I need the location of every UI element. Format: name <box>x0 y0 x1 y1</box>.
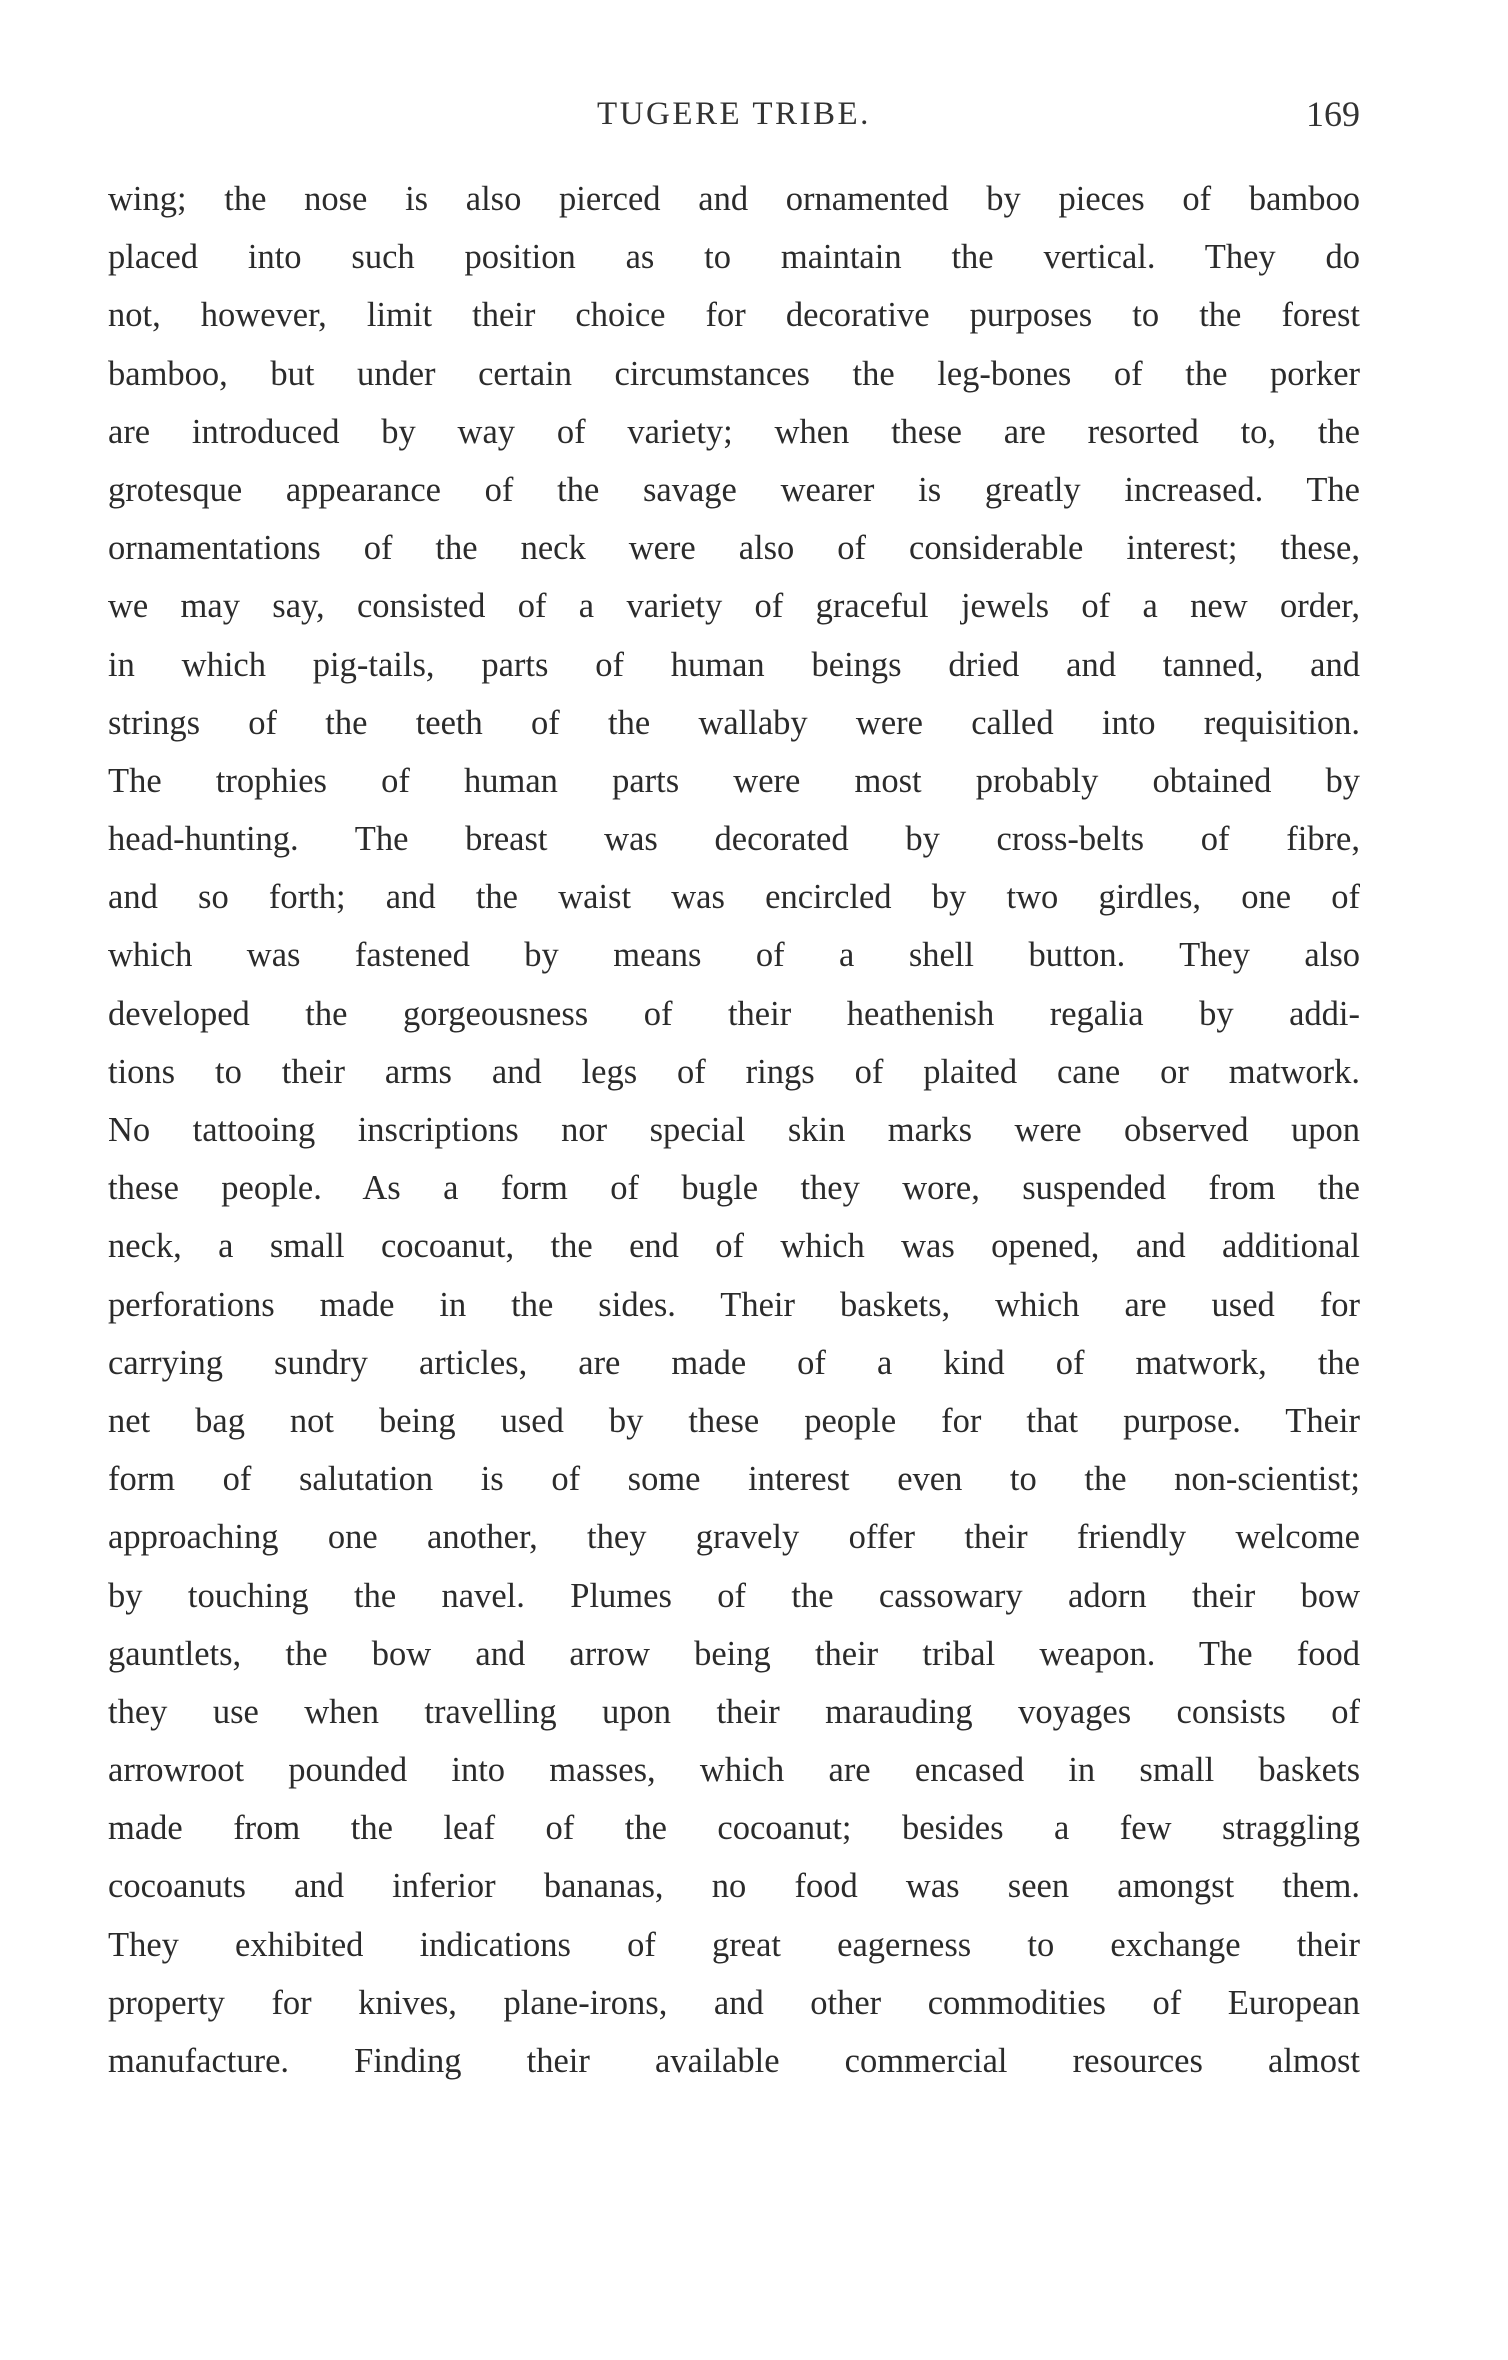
text-line: in which pig-tails, parts of human beings dried and tanned, and <box>108 645 1360 684</box>
text-line: neck, a small cocoanut, the end of which was opened, and additional <box>108 1227 1360 1266</box>
text-line: developed the gorgeousness of their heathenish regalia by addi- <box>108 994 1360 1033</box>
running-title: TUGERE TRIBE. <box>597 96 871 132</box>
text-line: these people. As a form of bugle they wore, suspended from the <box>108 1169 1360 1208</box>
text-line: arrowroot pounded into masses, which are encased in small baskets <box>108 1751 1360 1790</box>
text-line: The trophies of human parts were most probably obtained by <box>108 761 1360 800</box>
text-line: grotesque appearance of the savage wearer is greatly increased. The <box>108 470 1360 509</box>
text-line: by touching the navel. Plumes of the cassowary adorn their bow <box>108 1576 1360 1615</box>
text-line: cocoanuts and inferior bananas, no food was seen amongst them. <box>108 1867 1360 1906</box>
text-line: wing; the nose is also pierced and ornamented by pieces of bamboo <box>108 180 1360 218</box>
running-head <box>108 92 1360 136</box>
text-line: tions to their arms and legs of rings of plaited cane or matwork. <box>108 1052 1360 1091</box>
body-text <box>108 170 1360 2090</box>
text-line: perforations made in the sides. Their baskets, which are used for <box>108 1285 1360 1324</box>
text-line: we may say, consisted of a variety of graceful jewels of a new order, <box>108 587 1360 626</box>
text-line: which was fastened by means of a shell button. They also <box>108 936 1360 975</box>
page-number: 169 <box>1306 94 1360 134</box>
text-line: They exhibited indications of great eagerness to exchange their <box>108 1925 1360 1964</box>
text-line: are introduced by way of variety; when these are resorted to, the <box>108 412 1360 451</box>
text-line: form of salutation is of some interest even to the non-scientist; <box>108 1460 1360 1499</box>
text-line: head-hunting. The breast was decorated by cross-belts of fibre, <box>108 820 1360 859</box>
text-line: property for knives, plane-irons, and other commodities of European <box>108 1983 1360 2022</box>
text-line: made from the leaf of the cocoanut; besides a few straggling <box>108 1809 1360 1848</box>
text-line: placed into such position as to maintain the vertical. They do <box>108 238 1360 277</box>
text-line: they use when travelling upon their marauding voyages consists of <box>108 1692 1360 1731</box>
text-line: not, however, limit their choice for decorative purposes to the forest <box>108 296 1360 335</box>
text-line: gauntlets, the bow and arrow being their tribal weapon. The food <box>108 1634 1360 1673</box>
text-line: ornamentations of the neck were also of considerable interest; these, <box>108 529 1360 568</box>
text-line: and so forth; and the waist was encircled by two girdles, one of <box>108 878 1360 917</box>
text-line: carrying sundry articles, are made of a kind of matwork, the <box>108 1343 1360 1382</box>
text-line: manufacture. Finding their available commercial resources almost <box>108 2042 1360 2080</box>
text-line: strings of the teeth of the wallaby were called into requisition. <box>108 703 1360 742</box>
text-line: bamboo, but under certain circumstances the leg-bones of the porker <box>108 354 1360 393</box>
text-line: net bag not being used by these people for that purpose. Their <box>108 1401 1360 1440</box>
text-line: No tattooing inscriptions nor special skin marks were observed upon <box>108 1111 1360 1149</box>
text-line: approaching one another, they gravely offer their friendly welcome <box>108 1518 1360 1557</box>
